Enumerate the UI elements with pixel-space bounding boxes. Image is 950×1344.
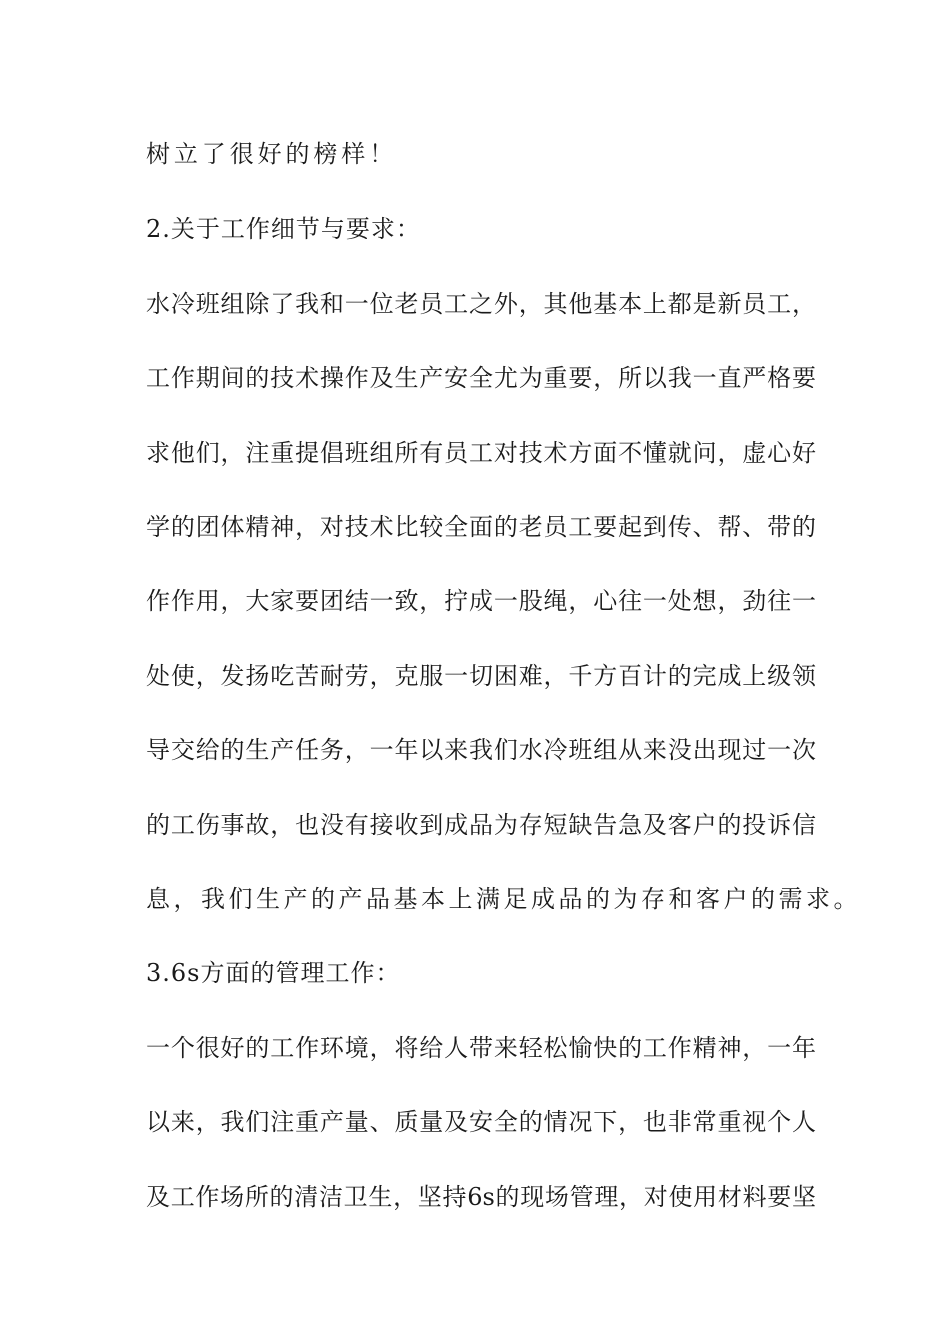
text-line-1: 树立了很好的榜样！ <box>146 140 398 168</box>
section-heading-2: 2.关于工作细节与要求： <box>146 215 421 243</box>
text-line-10: 的工伤事故，也没有接收到成品为存短缺告急及客户的投诉信 <box>146 811 816 839</box>
text-line-9: 导交给的生产任务，一年以来我们水冷班组从来没出现过一次 <box>146 736 816 764</box>
text-line-3: 水冷班组除了我和一位老员工之外，其他基本上都是新员工， <box>146 290 816 318</box>
text-line-11: 息，我们生产的产品基本上满足成品的为存和客户的需求。 <box>146 885 861 913</box>
section-heading-3: 3.6s方面的管理工作： <box>146 959 401 987</box>
text-line-15: 及工作场所的清洁卫生，坚持6s的现场管理，对使用材料要坚 <box>146 1183 816 1211</box>
text-line-6: 学的团体精神，对技术比较全面的老员工要起到传、帮、带的 <box>146 513 816 541</box>
text-line-13: 一个很好的工作环境，将给人带来轻松愉快的工作精神，一年 <box>146 1034 816 1062</box>
text-line-8: 处使，发扬吃苦耐劳，克服一切困难，千方百计的完成上级领 <box>146 662 816 690</box>
text-line-14: 以来，我们注重产量、质量及安全的情况下，也非常重视个人 <box>146 1108 816 1136</box>
text-line-7: 作作用，大家要团结一致，拧成一股绳，心往一处想，劲往一 <box>146 587 816 615</box>
text-line-4: 工作期间的技术操作及生产安全尤为重要，所以我一直严格要 <box>146 364 816 392</box>
text-line-5: 求他们，注重提倡班组所有员工对技术方面不懂就问，虚心好 <box>146 439 816 467</box>
